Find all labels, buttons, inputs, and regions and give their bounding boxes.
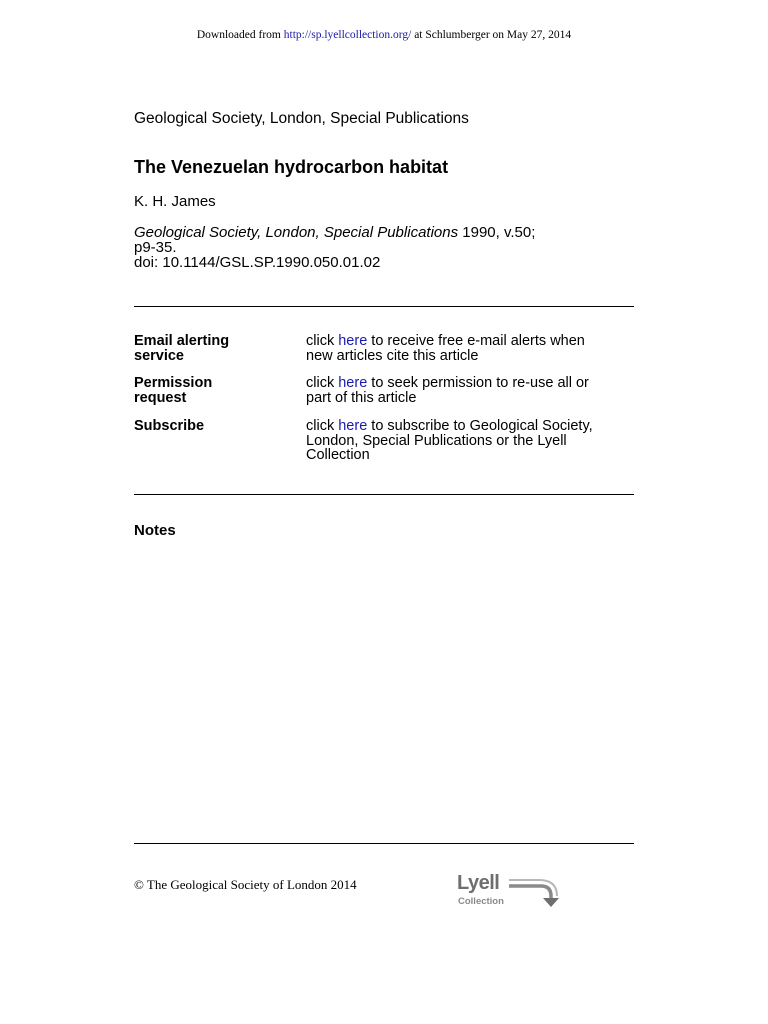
lyell-collection-logo — [457, 872, 567, 912]
notes-heading: Notes — [134, 522, 176, 539]
service-label: Permission request — [134, 375, 213, 406]
email-alerts-here-link[interactable]: here — [338, 333, 368, 349]
permission-here-link[interactable]: here — [338, 375, 368, 391]
series-name: Geological Society, London, Special Publications — [134, 110, 469, 127]
logo-word: Lyell — [457, 872, 500, 894]
copyright-notice: © The Geological Society of London 2014 — [134, 877, 357, 892]
article-citation — [134, 225, 634, 270]
download-suffix: at Schlumberger on May 27, 2014 — [411, 29, 572, 41]
download-notice — [0, 29, 768, 41]
bottom-divider — [134, 843, 634, 844]
article-title: The Venezuelan hydrocarbon habitat — [134, 157, 449, 177]
service-label: Email alerting service — [134, 333, 230, 364]
journal-name: Geological Society, London, Special Publications — [134, 224, 459, 241]
logo-sub: Collection — [458, 896, 504, 907]
service-label: Subscribe — [134, 418, 205, 434]
download-prefix: Downloaded from — [196, 29, 284, 41]
lyell-collection-link[interactable]: http://sp.lyellcollection.org/ — [283, 29, 412, 41]
citation-doi: doi: 10.1144/GSL.SP.1990.050.01.02 — [134, 254, 381, 271]
article-author: K. H. James — [134, 193, 216, 210]
citation-line-journal — [134, 225, 634, 240]
top-divider — [134, 306, 634, 307]
journal-volume: 1990, v.50; — [458, 224, 536, 241]
curved-arrow-icon — [507, 874, 563, 910]
service-description: click here to receive free e-mail alerts when new articles cite this article — [306, 333, 585, 364]
citation-pages: p9-35. — [134, 239, 177, 256]
subscribe-here-link[interactable]: here — [338, 418, 368, 434]
service-description: click here to subscribe to Geological Society, London, Special Publications or the Lyell Collection — [306, 418, 593, 463]
service-description: click here to seek permission to re-use all or part of this article — [306, 375, 589, 406]
middle-divider — [134, 494, 634, 495]
